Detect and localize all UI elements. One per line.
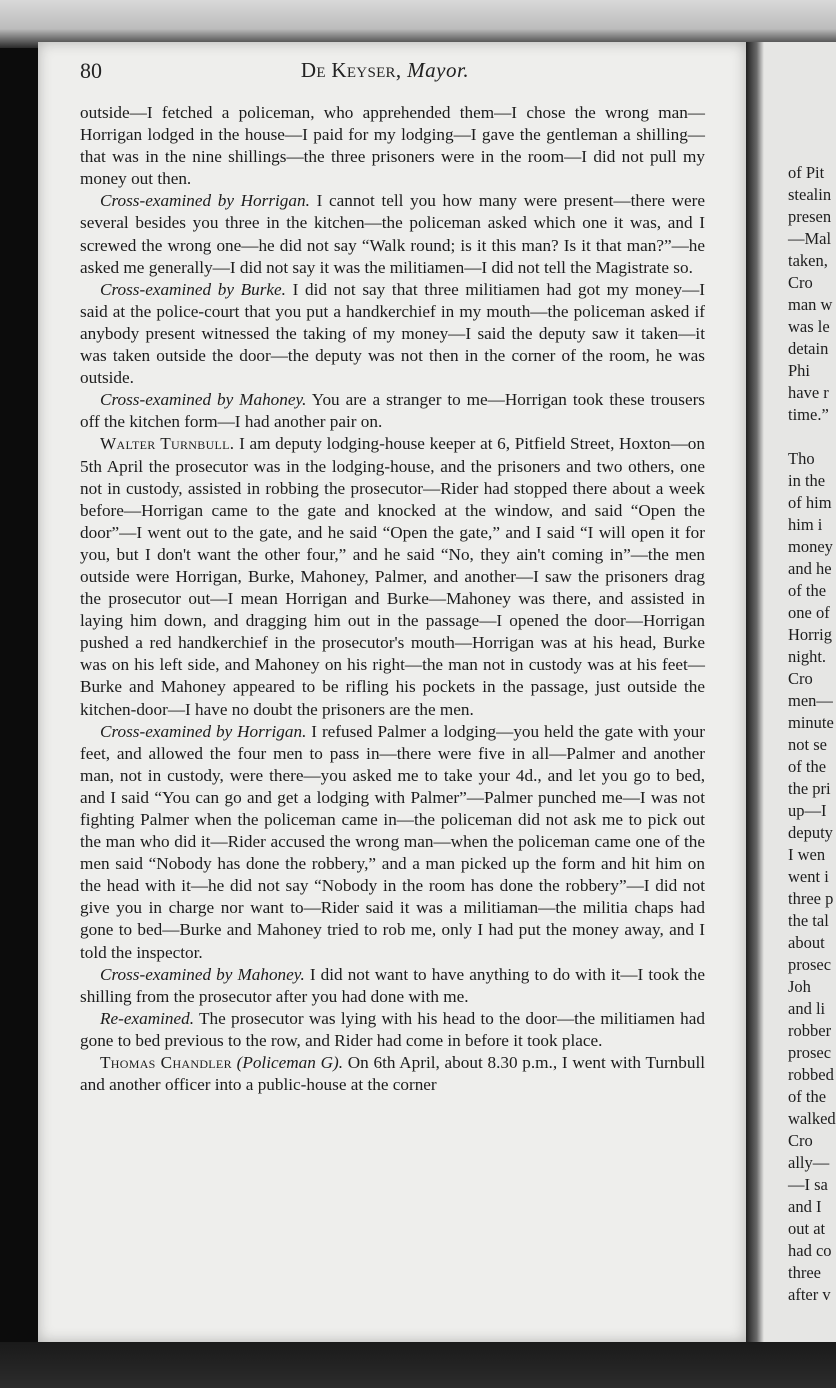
facing-page-line: and li — [788, 999, 826, 1018]
facing-page-line: —I sa — [788, 1175, 828, 1194]
facing-page-line: Horrig — [788, 625, 832, 644]
page-number: 80 — [80, 58, 102, 83]
facing-page-line: robber — [788, 1021, 832, 1040]
facing-page-line: and I — [788, 1197, 822, 1216]
facing-page-line: —Mal — [788, 229, 832, 248]
scan-bottom-edge — [0, 1342, 836, 1388]
paragraph-text: The prosecutor was lying with his head to the door—the militiamen had gone to bed previous to the row, and Rider had come in before it took place. — [80, 1008, 705, 1050]
facing-page-fragment — [746, 42, 836, 1342]
page-header — [80, 58, 690, 92]
facing-page-line: prosec — [788, 1043, 832, 1062]
facing-page-lines — [788, 162, 836, 1306]
facing-page-line: and he — [788, 559, 832, 578]
facing-page-line — [788, 426, 836, 448]
facing-page-line: out at — [788, 1219, 826, 1238]
paragraph — [80, 964, 705, 1008]
paragraph-lead: Cross-examined by Horrigan. — [100, 721, 307, 741]
facing-page-line: have r — [788, 383, 829, 402]
paragraph-text: On 6th April, about 8.30 p.m., I went with Turnbull and another officer into a public-house at the corner — [80, 1053, 705, 1095]
facing-page-line: the pri — [788, 779, 831, 798]
paragraph-lead: Re-examined. — [100, 1008, 195, 1028]
paragraph-text: I did not say that three militiamen had got my money—I said at the police-court that you put a handkerchief in my mouth—the policeman asked if anybody present witnessed the taking of my money—I said the deputy saw it taken—it was taken outside the door—the deputy was not then in the corner of the room, he was outside. — [80, 279, 705, 388]
paragraph-lead: Cross-examined by Horrigan. — [100, 191, 310, 211]
facing-page-line: walked — [788, 1109, 836, 1128]
book-gutter — [746, 42, 764, 1342]
facing-page-line: had co — [788, 1241, 832, 1260]
facing-page-line: detain — [788, 339, 829, 358]
paragraph-lead: Cross-examined by Mahoney. — [100, 390, 307, 410]
facing-page-line: of Pit — [788, 163, 825, 182]
facing-page-line: up—I — [788, 801, 827, 820]
running-head-title: Mayor. — [407, 58, 470, 82]
facing-page-line: three p — [788, 889, 834, 908]
paragraph-lead: Cross-examined by Mahoney. — [100, 964, 305, 984]
facing-page-line: Phi — [788, 361, 811, 380]
facing-page-line: Cro — [788, 273, 813, 292]
paragraph-text: I cannot tell you how many were present—there were several besides you three in the kitchen—the policeman asked which one it was, and I screwed the wrong one—he did not say “Walk round; is it this man? Is it that man?”—he asked me generally—I did not say it was the militiamen—I did not tell the Magistrate so. — [80, 191, 706, 277]
facing-page-line: I wen — [788, 845, 826, 864]
scan-top-edge — [0, 0, 836, 48]
facing-page-line: men— — [788, 691, 833, 710]
facing-page-line: of the — [788, 757, 827, 776]
paragraph-text: outside—I fetched a policeman, who apprehended them—I chose the wrong man—Horrigan lodged in the house—I paid for my lodging—I gave the gentleman a shilling—that was in the nine shillings—the three prisoners were in the room—I did not pull my money out then. — [80, 103, 705, 189]
facing-page-line: ally— — [788, 1153, 830, 1172]
facing-page-line: night. — [788, 647, 827, 666]
paragraph — [80, 279, 705, 389]
paragraph-text: You are a stranger to me—Horrigan took these trousers off the kitchen form—I had another pair on. — [80, 390, 705, 432]
facing-page-line: man w — [788, 295, 833, 314]
paragraph — [80, 1052, 705, 1096]
facing-page-line: Cro — [788, 1131, 813, 1150]
facing-page-line: the tal — [788, 911, 829, 930]
paragraph-text: I did not want to have anything to do with it—I took the shilling from the prosecutor after you had done with me. — [80, 964, 705, 1006]
witness-role: (Policeman G). — [236, 1053, 344, 1073]
facing-page-line: him i — [788, 515, 823, 534]
facing-page-line: Cro — [788, 669, 813, 688]
facing-page-line: three — [788, 1263, 821, 1282]
facing-page-line: Tho — [788, 449, 815, 468]
facing-page-line: robbed — [788, 1065, 834, 1084]
facing-page-line: after v — [788, 1285, 831, 1304]
witness-name: Thomas Chandler — [100, 1053, 232, 1073]
facing-page-line: money — [788, 537, 833, 556]
paragraph-lead: Cross-examined by Burke. — [100, 279, 286, 299]
body-text — [80, 102, 705, 1096]
facing-page-line: prosec — [788, 955, 832, 974]
facing-page-line: of him — [788, 493, 832, 512]
facing-page-line: stealin — [788, 185, 832, 204]
paragraph — [80, 1008, 705, 1052]
facing-page-line: minute — [788, 713, 834, 732]
facing-page-line: one of — [788, 603, 830, 622]
paragraph — [80, 190, 705, 278]
paragraph — [80, 721, 705, 964]
facing-page-line: not se — [788, 735, 827, 754]
facing-page-line: was le — [788, 317, 830, 336]
facing-page-line: presen — [788, 207, 832, 226]
facing-page-line: Joh — [788, 977, 811, 996]
paragraph-text: I am deputy lodging-house keeper at 6, Pitfield Street, Hoxton—on 5th April the prosecutor was in the lodging-house, and the prisoners and two others, one not in custody, assisted in robbing the prosecutor—Rider had stopped there about a week before—Horrigan came to the gate and knocked at the window, and said “Open the door”—I went out to the gate, and he said “Open the gate,” and I said “I will open it for you, but I don't want the other four,” and he said “No, they ain't coming in”—the men outside were Horrigan, Burke, Mahoney, Palmer, and another—I saw the prisoners drag the prosecutor out—I mean Horrigan and Burke—Mahoney was there, and assisted in laying him down, and dragging him out in the passage—I opened the door—Horrigan pushed a red handkerchief in the prosecutor's mouth—Horrigan was at his head, Burke was on his left side, and Mahoney on his right—the man not in custody was at his feet—Burke and Mahoney appeared to be rifling his pockets in the passage, just outside the kitchen-door—I have no doubt the prisoners are the men. — [80, 434, 705, 719]
paragraph-text: I refused Palmer a lodging—you held the gate with your feet, and allowed the four men to pass in—there were five in all—Palmer and another man, not in custody, were there—you asked me to take your 4d., and let you go to bed, and I said “You can go and get a lodging with Palmer”—Palmer punched me—I was not fighting Palmer when the policeman came in—the policeman did not ask me to pick out the man who did it—Rider accused the wrong man—when the policeman came one of the men said “Nobody has done the robbery,” and a man picked up the form and hit him on the head with it—he did not say “Nobody in the room has done the robbery”—I did not give you in charge nor want to—Rider said it was a militiaman—the militia chaps had gone to bed—Burke and Mahoney tried to rob me, only I had put the money away, and I told the inspector. — [80, 721, 705, 962]
witness-name: Walter Turnbull. — [100, 434, 235, 454]
paragraph — [80, 102, 705, 190]
facing-page-line: about — [788, 933, 825, 952]
running-head-name: De Keyser, — [300, 58, 402, 82]
paragraph — [80, 389, 705, 433]
facing-page-line: of the — [788, 581, 827, 600]
facing-page-line: went i — [788, 867, 829, 886]
facing-page-line: taken, — [788, 251, 828, 270]
facing-page-line: of the — [788, 1087, 827, 1106]
running-head — [80, 58, 690, 83]
facing-page-line: time.” — [788, 405, 829, 424]
paragraph — [80, 433, 705, 720]
facing-page-line: in the — [788, 471, 826, 490]
facing-page-line: deputy — [788, 823, 833, 842]
